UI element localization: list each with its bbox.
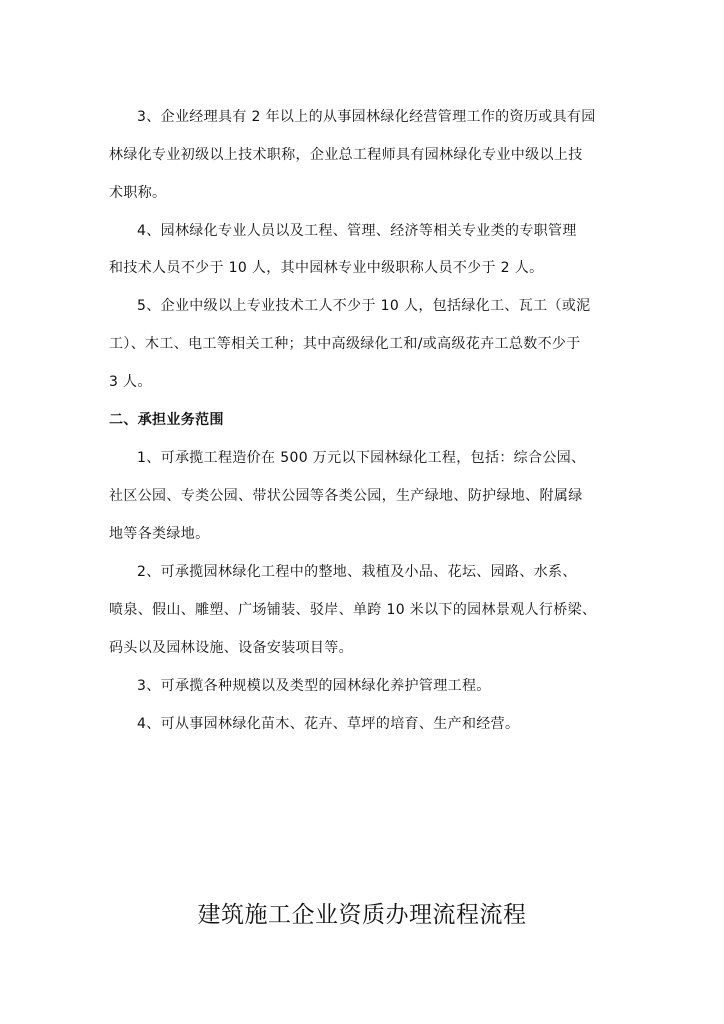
body-line: 社区公园、专类公园、带状公园等各类公园，生产绿地、防护绿地、附属绿: [109, 488, 583, 504]
body-line: 码头以及园林设施、设备安装项目等。: [109, 640, 353, 656]
body-line: 和技术人员不少于 10 人，其中园林专业中级职称人员不少于 2 人。: [109, 260, 544, 276]
section-heading: 二、承担业务范围: [109, 412, 224, 428]
body-line: 5、企业中级以上专业技术工人不少于 10 人，包括绿化工、瓦工（或泥: [137, 298, 591, 314]
body-line: 4、园林绿化专业人员以及工程、管理、经济等相关专业类的专职管理: [137, 223, 577, 239]
body-line: 1、可承揽工程造价在 500 万元以下园林绿化工程，包括：综合公园、: [137, 450, 586, 466]
body-line: 3、企业经理具有 2 年以上的从事园林绿化经营管理工作的资历或具有园: [137, 109, 596, 125]
body-line: 3 人。: [109, 374, 152, 390]
document-title: 建筑施工企业资质办理流程流程: [197, 902, 527, 928]
body-line: 林绿化专业初级以上技术职称，企业总工程师具有园林绿化专业中级以上技: [109, 147, 583, 163]
body-line: 地等各类绿地。: [109, 526, 210, 542]
body-line: 术职称。: [109, 185, 167, 201]
body-line: 3、可承揽各种规模以及类型的园林绿化养护管理工程。: [137, 678, 491, 694]
body-line: 喷泉、假山、雕塑、广场铺装、驳岸、单跨 10 米以下的园林景观人行桥梁、: [109, 602, 597, 618]
body-line: 4、可从事园林绿化苗木、花卉、草坪的培育、生产和经营。: [137, 716, 520, 732]
body-line: 2、可承揽园林绿化工程中的整地、栽植及小品、花坛、园路、水系、: [137, 564, 577, 580]
body-line: 工）、木工、电工等相关工种；其中高级绿化工和/或高级花卉工总数不少于: [109, 336, 581, 352]
